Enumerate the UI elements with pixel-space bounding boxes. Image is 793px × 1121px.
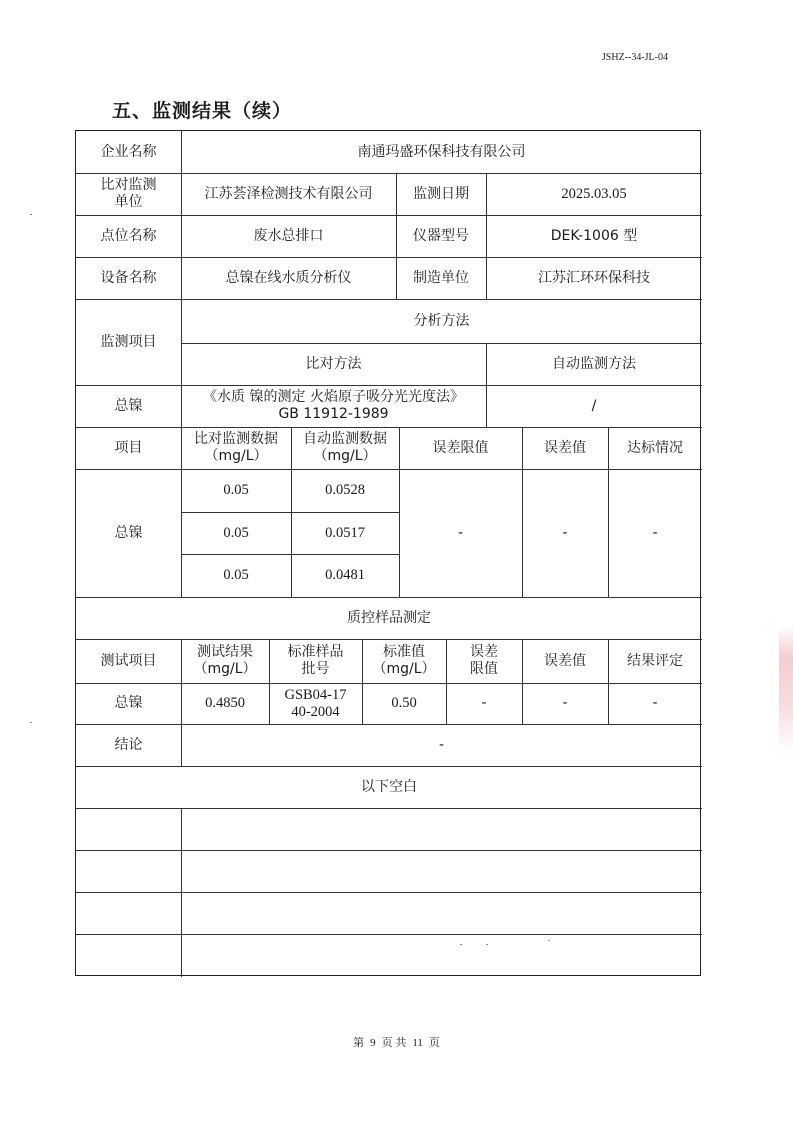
row-divider (76, 724, 702, 725)
compare-unit-value: 江苏荟泽检测技术有限公司 (204, 185, 373, 202)
row-divider (76, 257, 702, 258)
column-divider (608, 639, 609, 724)
total-pages: 11 (412, 1037, 423, 1049)
column-divider (396, 173, 397, 299)
column-divider (446, 639, 447, 724)
method-param: 总镍 (114, 397, 143, 414)
scan-speck (30, 722, 32, 723)
column-divider (522, 427, 523, 597)
section-title: 五、监测结果（续） (112, 100, 293, 122)
qc-error-limit: - (481, 695, 487, 711)
results-header-error-limit: 误差限值 (432, 439, 489, 456)
qc-item: 总镍 (114, 695, 143, 711)
date-value: 2025.03.05 (561, 185, 627, 202)
row-divider (76, 766, 702, 767)
results-compare-value: 0.05 (223, 524, 249, 541)
column-divider (181, 131, 182, 597)
conclusion-label: 结论 (114, 736, 143, 753)
row-divider (76, 850, 702, 851)
compare-method-label: 比对方法 (305, 355, 362, 372)
qc-header-batch: 标准样品批号 (287, 644, 344, 677)
row-divider (76, 934, 702, 935)
qc-header-item: 测试项目 (100, 652, 157, 669)
results-header-auto: 自动监测数据（mg/L） (303, 431, 387, 464)
compare-method-value: 《水质 镍的测定 火焰原子吸分光光度法》GB 11912-1989 (203, 389, 464, 422)
conclusion-value: - (438, 736, 445, 753)
auto-method-label: 自动监测方法 (552, 355, 636, 372)
results-auto-value: 0.0481 (325, 567, 365, 583)
auto-method-value: / (591, 397, 597, 414)
column-divider (486, 173, 487, 299)
row-divider (76, 173, 702, 174)
column-divider (522, 639, 523, 724)
qc-title: 质控样品测定 (347, 609, 431, 626)
compare-unit-label: 比对监测单位 (100, 177, 157, 210)
footer-suffix: 页 (428, 1037, 440, 1049)
page-footer (0, 1034, 793, 1050)
date-label: 监测日期 (413, 185, 469, 202)
results-compliance: - (652, 524, 658, 541)
qc-evaluation: - (652, 695, 658, 711)
qc-batch: GSB04-1740-2004 (284, 686, 347, 720)
column-divider (362, 639, 363, 724)
model-label: 仪器型号 (413, 227, 469, 244)
results-auto-value: 0.0517 (325, 524, 365, 541)
row-divider (76, 892, 702, 893)
column-divider (399, 427, 400, 597)
results-header-item: 项目 (114, 439, 143, 456)
column-divider (291, 427, 292, 597)
qc-result: 0.4850 (205, 695, 245, 711)
analysis-method-label: 分析方法 (413, 312, 470, 329)
results-error-limit: - (457, 524, 464, 541)
maker-label: 制造单位 (413, 269, 469, 286)
results-header-compare: 比对监测数据（mg/L） (194, 431, 278, 464)
column-divider (486, 343, 487, 427)
row-divider (181, 554, 399, 555)
qc-error-value: - (562, 695, 568, 711)
results-header-error-value: 误差值 (544, 439, 586, 456)
column-divider (181, 639, 182, 766)
company-value: 南通玛盛环保科技有限公司 (357, 143, 526, 160)
point-value: 废水总排口 (253, 227, 324, 244)
monitoring-results-table (75, 130, 701, 976)
results-error-value: - (562, 524, 568, 541)
maker-value: 江苏汇环环保科技 (538, 269, 650, 286)
column-divider (269, 639, 270, 724)
row-divider (76, 808, 702, 809)
results-param: 总镍 (114, 524, 143, 541)
row-divider (76, 299, 702, 300)
blank-note: 以下空白 (361, 778, 417, 795)
qc-header-result: 测试结果（mg/L） (193, 644, 257, 677)
scan-speck (486, 944, 488, 945)
row-divider (76, 215, 702, 216)
qc-header-standard: 标准值（mg/L） (372, 644, 436, 677)
qc-header-error-value: 误差值 (544, 652, 586, 669)
document-code: JSHZ--34-JL-04 (601, 52, 668, 63)
results-header-compliance: 达标情况 (627, 439, 683, 456)
qc-header-evaluation: 结果评定 (627, 652, 683, 669)
results-compare-value: 0.05 (223, 567, 249, 583)
point-label: 点位名称 (100, 227, 157, 244)
column-divider (181, 808, 182, 977)
row-divider (76, 385, 702, 386)
row-divider (76, 597, 702, 598)
column-divider (608, 427, 609, 597)
qc-standard: 0.50 (391, 695, 417, 711)
footer-prefix: 第 (353, 1037, 365, 1049)
monitoring-item-label: 监测项目 (100, 333, 157, 350)
results-compare-value: 0.05 (223, 482, 249, 498)
row-divider (181, 512, 399, 513)
model-value: DEK-1006 型 (550, 227, 638, 244)
row-divider (181, 343, 702, 344)
device-label: 设备名称 (100, 269, 157, 286)
qc-header-error-limit: 误差限值 (470, 644, 498, 677)
results-auto-value: 0.0528 (325, 482, 365, 498)
page-number: 9 (370, 1037, 376, 1049)
scan-speck (460, 944, 462, 945)
footer-mid: 页 共 (381, 1037, 407, 1049)
seal-stamp-edge (779, 625, 793, 755)
scan-speck (548, 940, 550, 941)
company-label: 企业名称 (100, 143, 157, 160)
device-value: 总镍在线水质分析仪 (225, 269, 352, 286)
scan-speck (30, 214, 32, 215)
